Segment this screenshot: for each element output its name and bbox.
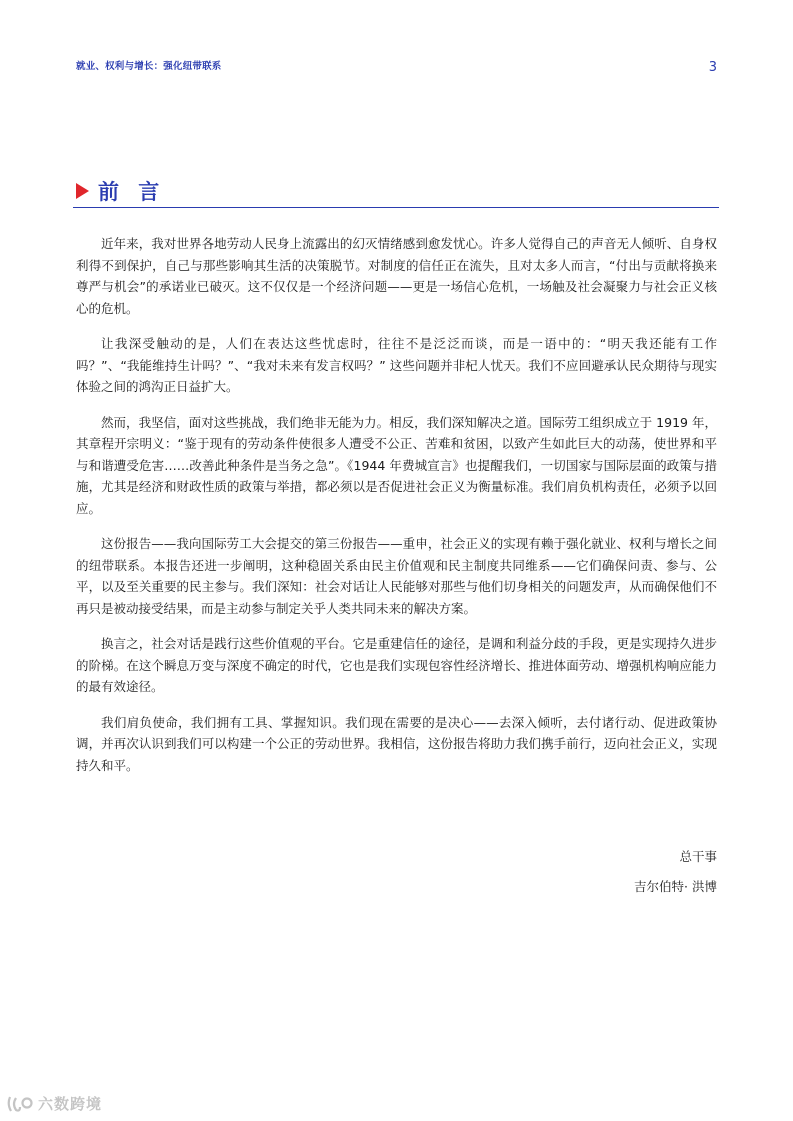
watermark-text: 六数跨境: [38, 1095, 103, 1113]
triangle-marker-icon: [76, 183, 89, 199]
signature-name: 吉尔伯特· 洪博: [634, 879, 717, 894]
foreword-body: [76, 233, 717, 790]
page-number: 3: [708, 60, 717, 75]
paragraph: 换言之，社会对话是践行这些价值观的平台。它是重建信任的途径，是调和利益分歧的手段，更是实现持久进步的阶梯。在这个瞬息万变与深度不确定的时代，它也是我们实现包容性经济增长、推进体面劳动、增强机构响应能力的最有效途径。: [76, 636, 717, 694]
paragraph: 我们肩负使命，我们拥有工具、掌握知识。我们现在需要的是决心——去深入倾听，去付诸行动、促进政策协调，并再次认识到我们可以构建一个公正的劳动世界。我相信，这份报告将助力我们携手前行，迈向社会正义，实现持久和平。: [76, 714, 717, 773]
running-header-title: 就业、权利与增长：强化纽带联系: [76, 61, 222, 72]
signature-block: [634, 846, 717, 906]
section-heading: [76, 176, 165, 206]
watermark: [6, 1093, 102, 1114]
paragraph: 近年来，我对世界各地劳动人民身上流露出的幻灭情绪感到愈发忧心。许多人觉得自己的声音无人倾听、自身权利得不到保护，自己与那些影响其生活的决策脱节。对制度的信任正在流失，且对太多人而言，“付出与贡献将换来尊严与机会”的承诺业已破灭。这不仅仅是一个经济问题——更是一场信心危机，一场触及社会凝聚力与社会正义核心的危机。: [76, 236, 717, 316]
section-title: 前 言: [98, 180, 166, 204]
watermark-logo-icon: [6, 1094, 34, 1114]
paragraph: 然而，我坚信，面对这些挑战，我们绝非无能为力。相反，我们深知解决之道。国际劳工组织成立于 1919 年，其章程开宗明义：“鉴于现有的劳动条件使很多人遭受不公正、苦难和贫困，以致产生如此巨大的动荡，使世界和平与和谐遭受危害……改善此种条件是当务之急”。《1944 年费城宣言》也提醒我们，一切国家与国际层面的政策与措施，尤其是经济和财政性质的政策与举措，都必须以是否促进社会正义为衡量标准。我们肩负机构责任，必须予以回应。: [76, 414, 717, 516]
signature-role: 总干事: [679, 849, 717, 864]
paragraph: 让我深受触动的是，人们在表达这些忧虑时，往往不是泛泛而谈，而是一语中的：“明天我还能有工作吗？”、“我能维持生计吗？”、“我对未来有发言权吗？” 这些问题并非杞人忧天。我们不应回避承认民众期待与现实体验之间的鸿沟正日益扩大。: [76, 336, 717, 394]
heading-divider: [73, 207, 719, 208]
paragraph: 这份报告——我向国际劳工大会提交的第三份报告——重申，社会正义的实现有赖于强化就业、权利与增长之间的纽带联系。本报告还进一步阐明，这种稳固关系由民主价值观和民主制度共同维系——它们确保问责、参与、公平，以及至关重要的民主参与。我们深知：社会对话让人民能够对那些与他们切身相关的问题发声，从而确保他们不再只是被动接受结果，而是主动参与制定关乎人类共同未来的解决方案。: [76, 536, 717, 616]
